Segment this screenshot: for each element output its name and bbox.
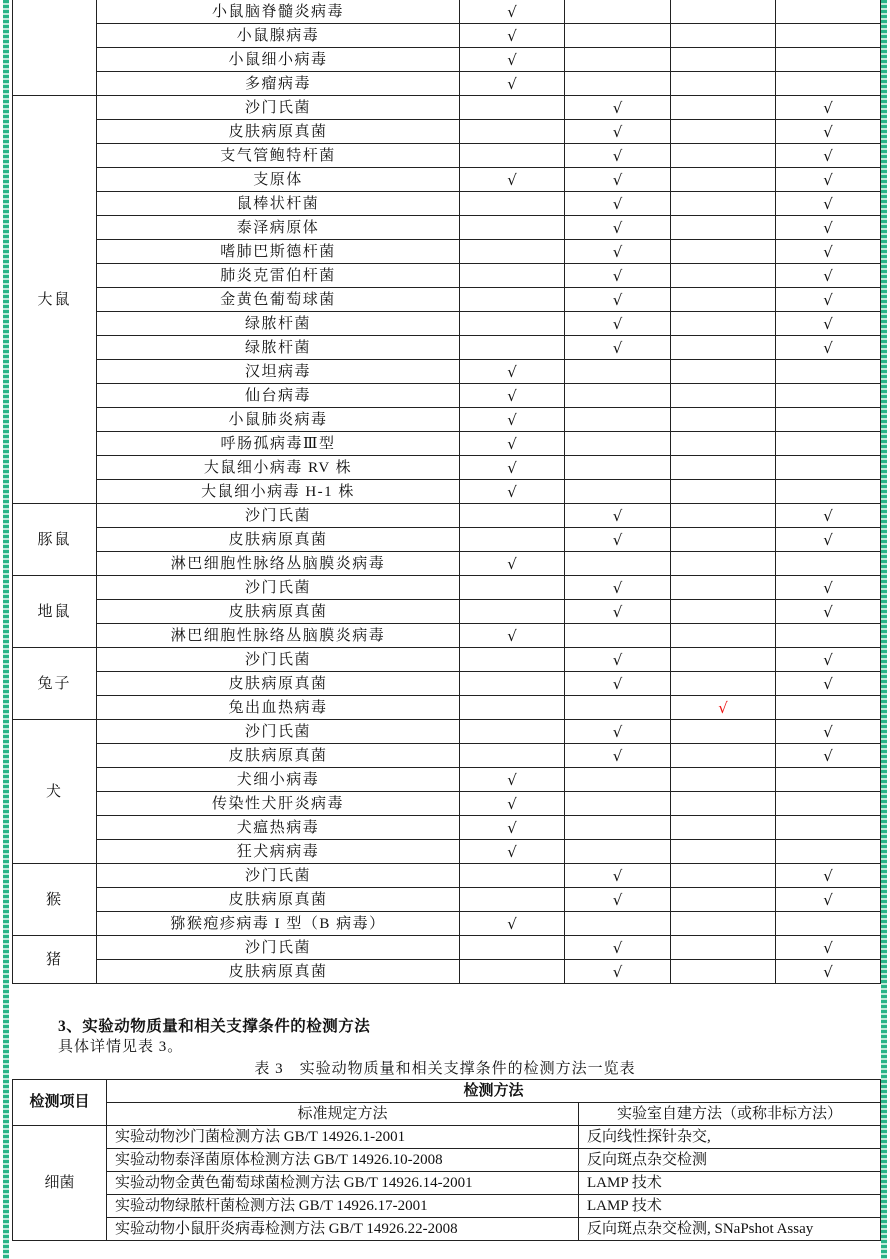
table-row: [13, 312, 881, 336]
empty-cell: [671, 744, 776, 768]
check-mark-cell: √: [565, 672, 671, 696]
lab-method-cell: 反向斑点杂交检测: [579, 1149, 881, 1172]
pathogen-name: 皮肤病原真菌: [97, 528, 460, 552]
check-mark-cell: √: [460, 48, 565, 72]
table-row: [13, 624, 881, 648]
table-row: [13, 1218, 881, 1241]
table-row: [13, 264, 881, 288]
check-mark-cell: √: [565, 240, 671, 264]
check-mark-cell: √: [565, 600, 671, 624]
empty-cell: [671, 864, 776, 888]
empty-cell: [671, 288, 776, 312]
check-mark-cell: √: [776, 288, 881, 312]
empty-cell: [460, 744, 565, 768]
empty-cell: [460, 240, 565, 264]
check-mark-cell: √: [565, 504, 671, 528]
table-row: [13, 192, 881, 216]
empty-cell: [776, 360, 881, 384]
pathogen-name: 皮肤病原真菌: [97, 120, 460, 144]
pathogen-detection-table: [12, 0, 881, 984]
table-row: [13, 696, 881, 720]
table-row: [13, 456, 881, 480]
check-mark-cell: √: [565, 936, 671, 960]
check-mark-cell: √: [460, 480, 565, 504]
empty-cell: [671, 48, 776, 72]
empty-cell: [671, 648, 776, 672]
pathogen-name: 沙门氏菌: [97, 720, 460, 744]
header-lab-methods: 实验室自建方法（或称非标方法）: [579, 1103, 881, 1126]
empty-cell: [460, 192, 565, 216]
check-mark-cell: √: [776, 864, 881, 888]
table-row: [13, 480, 881, 504]
empty-cell: [671, 192, 776, 216]
empty-cell: [460, 528, 565, 552]
empty-cell: [460, 504, 565, 528]
empty-cell: [776, 840, 881, 864]
empty-cell: [671, 888, 776, 912]
empty-cell: [565, 552, 671, 576]
empty-cell: [671, 336, 776, 360]
table-row: [13, 528, 881, 552]
pathogen-name: 大鼠细小病毒 RV 株: [97, 456, 460, 480]
table-row: [13, 504, 881, 528]
table-row: [13, 600, 881, 624]
table-row: [13, 912, 881, 936]
pathogen-name: 兔出血热病毒: [97, 696, 460, 720]
empty-cell: [565, 432, 671, 456]
empty-cell: [460, 216, 565, 240]
species-cell: 兔子: [13, 648, 97, 720]
table-row: [13, 648, 881, 672]
species-cell: 豚鼠: [13, 504, 97, 576]
pathogen-name: 嗜肺巴斯德杆菌: [97, 240, 460, 264]
check-mark-cell: √: [565, 264, 671, 288]
lab-method-cell: LAMP 技术: [579, 1172, 881, 1195]
check-mark-cell: √: [776, 168, 881, 192]
pathogen-name: 支气管鲍特杆菌: [97, 144, 460, 168]
table-row: [13, 1195, 881, 1218]
table-row: [13, 1172, 881, 1195]
table-row: [13, 888, 881, 912]
check-mark-cell: √: [460, 768, 565, 792]
section-heading: 3、实验动物质量和相关支撑条件的检测方法: [58, 1018, 371, 1035]
check-mark-cell: √: [776, 312, 881, 336]
table-row: [13, 336, 881, 360]
check-mark-cell: √: [776, 144, 881, 168]
check-mark-cell: √: [776, 336, 881, 360]
pathogen-name: 沙门氏菌: [97, 576, 460, 600]
pathogen-name: 肺炎克雷伯杆菌: [97, 264, 460, 288]
check-mark-cell: √: [460, 624, 565, 648]
empty-cell: [776, 432, 881, 456]
check-mark-cell: √: [460, 72, 565, 96]
section-paragraph: 具体详情见表 3。: [58, 1039, 184, 1055]
empty-cell: [671, 24, 776, 48]
check-mark-cell: √: [460, 456, 565, 480]
pathogen-name: 沙门氏菌: [97, 864, 460, 888]
table-row: [13, 48, 881, 72]
check-mark-cell: √: [776, 600, 881, 624]
pathogen-name: 沙门氏菌: [97, 648, 460, 672]
pathogen-name: 狂犬病病毒: [97, 840, 460, 864]
empty-cell: [460, 312, 565, 336]
empty-cell: [671, 384, 776, 408]
check-mark-cell: √: [565, 960, 671, 984]
check-mark-cell: √: [776, 672, 881, 696]
empty-cell: [671, 624, 776, 648]
table-row: [13, 720, 881, 744]
empty-cell: [460, 600, 565, 624]
check-mark-cell: √: [776, 192, 881, 216]
empty-cell: [776, 24, 881, 48]
check-mark-cell: √: [776, 744, 881, 768]
check-mark-cell: √: [776, 216, 881, 240]
pathogen-name: 皮肤病原真菌: [97, 600, 460, 624]
check-mark-cell: √: [565, 144, 671, 168]
empty-cell: [460, 672, 565, 696]
check-mark-cell: √: [565, 576, 671, 600]
table-row: [13, 1126, 881, 1149]
empty-cell: [776, 696, 881, 720]
species-cell: 猴: [13, 864, 97, 936]
empty-cell: [776, 912, 881, 936]
check-mark-cell: √: [460, 408, 565, 432]
empty-cell: [776, 408, 881, 432]
empty-cell: [671, 264, 776, 288]
pathogen-name: 小鼠肺炎病毒: [97, 408, 460, 432]
empty-cell: [671, 768, 776, 792]
lab-method-cell: LAMP 技术: [579, 1195, 881, 1218]
check-mark-cell: √: [460, 24, 565, 48]
check-mark-cell: √: [460, 816, 565, 840]
header-detection-methods: 检测方法: [107, 1080, 881, 1103]
table-row: [13, 1149, 881, 1172]
empty-cell: [565, 816, 671, 840]
check-mark-cell: √: [776, 648, 881, 672]
table-row: [13, 936, 881, 960]
table-row: [13, 864, 881, 888]
empty-cell: [671, 312, 776, 336]
table-row: [13, 24, 881, 48]
empty-cell: [671, 576, 776, 600]
table-row: [13, 552, 881, 576]
empty-cell: [565, 384, 671, 408]
empty-cell: [460, 936, 565, 960]
lab-method-cell: 反向线性探针杂交,: [579, 1126, 881, 1149]
empty-cell: [671, 144, 776, 168]
standard-method-cell: 实验动物金黄色葡萄球菌检测方法 GB/T 14926.14-2001: [107, 1172, 579, 1195]
pathogen-name: 淋巴细胞性脉络丛脑膜炎病毒: [97, 624, 460, 648]
empty-cell: [776, 48, 881, 72]
check-mark-cell: √: [776, 504, 881, 528]
pathogen-name: 绿脓杆菌: [97, 336, 460, 360]
empty-cell: [776, 624, 881, 648]
pathogen-name: 仙台病毒: [97, 384, 460, 408]
detection-methods-table: [12, 1079, 881, 1241]
empty-cell: [776, 456, 881, 480]
empty-cell: [565, 408, 671, 432]
check-mark-cell: √: [460, 432, 565, 456]
check-mark-cell: √: [776, 120, 881, 144]
check-mark-cell: √: [776, 528, 881, 552]
check-mark-cell: √: [565, 336, 671, 360]
pathogen-name: 沙门氏菌: [97, 936, 460, 960]
empty-cell: [776, 792, 881, 816]
pathogen-name: 猕猴疱疹病毒 I 型（B 病毒）: [97, 912, 460, 936]
empty-cell: [460, 888, 565, 912]
empty-cell: [671, 720, 776, 744]
pathogen-name: 沙门氏菌: [97, 96, 460, 120]
table-row: [13, 360, 881, 384]
table-row: [13, 168, 881, 192]
empty-cell: [460, 576, 565, 600]
pathogen-name: 小鼠腺病毒: [97, 24, 460, 48]
empty-cell: [460, 96, 565, 120]
empty-cell: [565, 456, 671, 480]
check-mark-cell: √: [776, 936, 881, 960]
empty-cell: [460, 120, 565, 144]
table-row: [13, 72, 881, 96]
empty-cell: [460, 648, 565, 672]
empty-cell: [671, 552, 776, 576]
empty-cell: [776, 0, 881, 24]
pathogen-name: 犬细小病毒: [97, 768, 460, 792]
check-mark-cell: √: [460, 840, 565, 864]
pathogen-name: 皮肤病原真菌: [97, 672, 460, 696]
check-mark-cell: √: [565, 864, 671, 888]
empty-cell: [671, 72, 776, 96]
empty-cell: [460, 288, 565, 312]
pathogen-name: 多瘤病毒: [97, 72, 460, 96]
species-cell: 猪: [13, 936, 97, 984]
empty-cell: [565, 48, 671, 72]
check-mark-cell: √: [776, 264, 881, 288]
empty-cell: [565, 480, 671, 504]
check-mark-cell: √: [460, 360, 565, 384]
table-row: [13, 432, 881, 456]
table-row: [13, 672, 881, 696]
empty-cell: [460, 144, 565, 168]
standard-method-cell: 实验动物泰泽菌原体检测方法 GB/T 14926.10-2008: [107, 1149, 579, 1172]
empty-cell: [460, 696, 565, 720]
empty-cell: [565, 840, 671, 864]
header-standard-methods: 标准规定方法: [107, 1103, 579, 1126]
check-mark-cell: √: [671, 696, 776, 720]
category-cell: 细菌: [13, 1126, 107, 1241]
check-mark-cell: √: [460, 384, 565, 408]
check-mark-cell: √: [776, 720, 881, 744]
empty-cell: [671, 216, 776, 240]
pathogen-name: 泰泽病原体: [97, 216, 460, 240]
empty-cell: [776, 384, 881, 408]
empty-cell: [671, 240, 776, 264]
table-caption: 表 3 实验动物质量和相关支撑条件的检测方法一览表: [254, 1061, 636, 1077]
check-mark-cell: √: [565, 96, 671, 120]
empty-cell: [671, 792, 776, 816]
species-cell: 大鼠: [13, 96, 97, 504]
check-mark-cell: √: [565, 312, 671, 336]
table-row: [13, 960, 881, 984]
pathogen-name: 鼠棒状杆菌: [97, 192, 460, 216]
table-row: [13, 768, 881, 792]
empty-cell: [565, 792, 671, 816]
check-mark-cell: √: [460, 552, 565, 576]
check-mark-cell: √: [565, 192, 671, 216]
check-mark-cell: √: [565, 744, 671, 768]
empty-cell: [565, 912, 671, 936]
empty-cell: [671, 936, 776, 960]
empty-cell: [460, 864, 565, 888]
empty-cell: [671, 480, 776, 504]
species-cell: 犬: [13, 720, 97, 864]
standard-method-cell: 实验动物小鼠肝炎病毒检测方法 GB/T 14926.22-2008: [107, 1218, 579, 1241]
empty-cell: [671, 408, 776, 432]
check-mark-cell: √: [460, 792, 565, 816]
pathogen-name: 犬瘟热病毒: [97, 816, 460, 840]
empty-cell: [671, 600, 776, 624]
pathogen-name: 金黄色葡萄球菌: [97, 288, 460, 312]
empty-cell: [565, 24, 671, 48]
table-row: [13, 792, 881, 816]
empty-cell: [671, 0, 776, 24]
empty-cell: [776, 552, 881, 576]
check-mark-cell: √: [776, 240, 881, 264]
standard-method-cell: 实验动物绿脓杆菌检测方法 GB/T 14926.17-2001: [107, 1195, 579, 1218]
check-mark-cell: √: [565, 288, 671, 312]
empty-cell: [565, 624, 671, 648]
empty-cell: [565, 0, 671, 24]
check-mark-cell: √: [460, 0, 565, 24]
pathogen-name: 皮肤病原真菌: [97, 744, 460, 768]
pathogen-name: 小鼠脑脊髓炎病毒: [97, 0, 460, 24]
pathogen-name: 沙门氏菌: [97, 504, 460, 528]
check-mark-cell: √: [565, 648, 671, 672]
empty-cell: [460, 960, 565, 984]
table-row: [13, 0, 881, 24]
table-row: [13, 816, 881, 840]
empty-cell: [671, 912, 776, 936]
check-mark-cell: √: [460, 912, 565, 936]
empty-cell: [671, 360, 776, 384]
pathogen-name: 皮肤病原真菌: [97, 960, 460, 984]
pathogen-name: 呼肠孤病毒Ⅲ型: [97, 432, 460, 456]
species-cell: 地鼠: [13, 576, 97, 648]
empty-cell: [671, 960, 776, 984]
empty-cell: [460, 336, 565, 360]
check-mark-cell: √: [460, 168, 565, 192]
table-row: [13, 144, 881, 168]
check-mark-cell: √: [565, 120, 671, 144]
empty-cell: [671, 96, 776, 120]
check-mark-cell: √: [776, 576, 881, 600]
lab-method-cell: 反向斑点杂交检测, SNaPshot Assay: [579, 1218, 881, 1241]
standard-method-cell: 实验动物沙门菌检测方法 GB/T 14926.1-2001: [107, 1126, 579, 1149]
empty-cell: [671, 456, 776, 480]
species-cell: [13, 0, 97, 96]
check-mark-cell: √: [565, 168, 671, 192]
table-row: [13, 96, 881, 120]
pathogen-name: 皮肤病原真菌: [97, 888, 460, 912]
empty-cell: [671, 504, 776, 528]
check-mark-cell: √: [565, 888, 671, 912]
pathogen-name: 传染性犬肝炎病毒: [97, 792, 460, 816]
table-row: [13, 120, 881, 144]
empty-cell: [671, 120, 776, 144]
empty-cell: [460, 720, 565, 744]
check-mark-cell: √: [565, 216, 671, 240]
table-row: [13, 408, 881, 432]
table-row: [13, 840, 881, 864]
pathogen-name: 淋巴细胞性脉络丛脑膜炎病毒: [97, 552, 460, 576]
check-mark-cell: √: [776, 960, 881, 984]
empty-cell: [671, 528, 776, 552]
empty-cell: [776, 768, 881, 792]
empty-cell: [671, 432, 776, 456]
empty-cell: [565, 696, 671, 720]
check-mark-cell: √: [776, 888, 881, 912]
table-row: [13, 576, 881, 600]
empty-cell: [565, 72, 671, 96]
empty-cell: [776, 816, 881, 840]
table-row: [13, 216, 881, 240]
check-mark-cell: √: [776, 96, 881, 120]
empty-cell: [776, 480, 881, 504]
header-detection-item: 检测项目: [13, 1080, 107, 1126]
empty-cell: [565, 768, 671, 792]
empty-cell: [671, 816, 776, 840]
empty-cell: [671, 672, 776, 696]
pathogen-name: 汉坦病毒: [97, 360, 460, 384]
pathogen-name: 支原体: [97, 168, 460, 192]
table-row: [13, 744, 881, 768]
empty-cell: [460, 264, 565, 288]
empty-cell: [776, 72, 881, 96]
check-mark-cell: √: [565, 528, 671, 552]
table-row: [13, 288, 881, 312]
check-mark-cell: √: [565, 720, 671, 744]
pathogen-name: 小鼠细小病毒: [97, 48, 460, 72]
pathogen-name: 大鼠细小病毒 H-1 株: [97, 480, 460, 504]
pathogen-name: 绿脓杆菌: [97, 312, 460, 336]
empty-cell: [671, 840, 776, 864]
table-row: [13, 384, 881, 408]
empty-cell: [565, 360, 671, 384]
empty-cell: [671, 168, 776, 192]
table-row: [13, 240, 881, 264]
